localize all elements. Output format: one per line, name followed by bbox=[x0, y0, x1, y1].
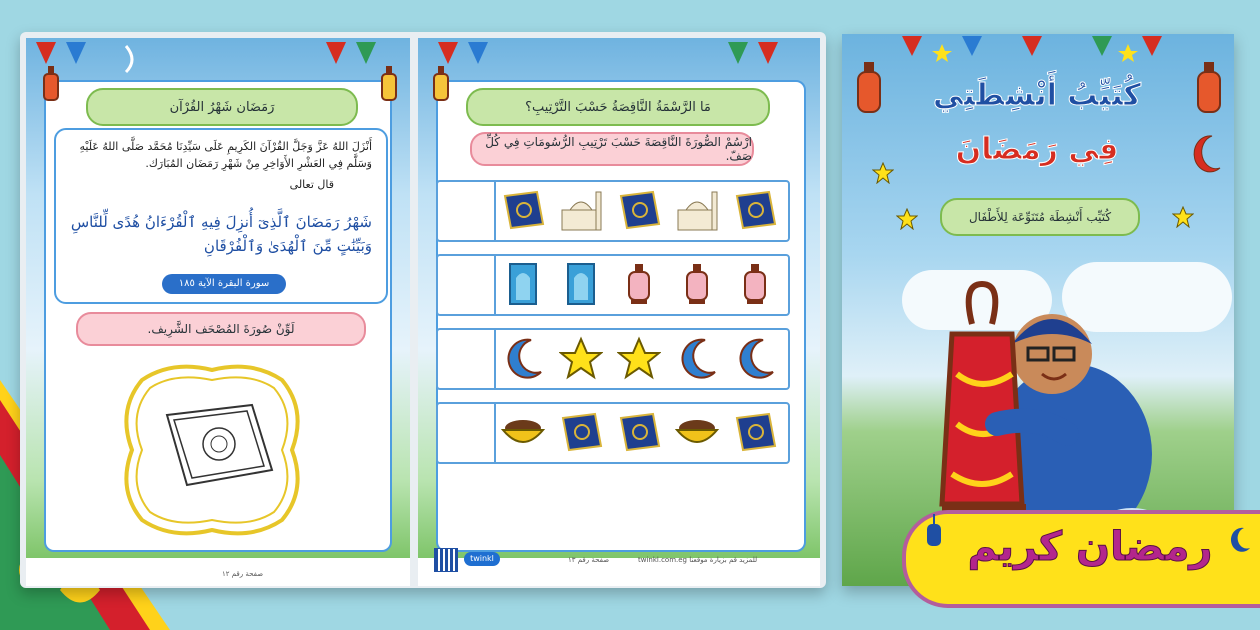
cover-title-line1: كُتَيِّبُ أَنْشِطَتِي bbox=[932, 78, 1142, 113]
lantern-icon bbox=[1192, 60, 1226, 120]
lantern-icon bbox=[430, 66, 452, 106]
sequence-row-3 bbox=[436, 328, 790, 390]
mushaf-coloring-image[interactable] bbox=[112, 360, 312, 540]
left-page-number: صفحة رقم ١٢ bbox=[222, 570, 264, 578]
sequence-row-4 bbox=[436, 402, 790, 464]
quran-icon bbox=[617, 190, 661, 230]
crescent-icon bbox=[675, 336, 719, 380]
left-instruction: لَوِّنْ صُورَةَ المُصْحَف الشَّرِيف. bbox=[76, 312, 366, 346]
missing-image-slot[interactable] bbox=[438, 404, 496, 462]
cover-title-line2: فِي رَمَضَانَ bbox=[955, 132, 1119, 167]
bunting-decoration bbox=[842, 34, 1234, 74]
star-icon bbox=[872, 162, 894, 184]
quran-icon bbox=[617, 412, 661, 452]
verse-reference: سورة البقرة الآية ١٨٥ bbox=[162, 274, 286, 294]
crescent-icon bbox=[733, 336, 777, 380]
quran-icon bbox=[501, 190, 545, 230]
prayer-mat-icon bbox=[566, 262, 596, 306]
dates-bowl-icon bbox=[499, 412, 547, 452]
right-page-number: صفحة رقم ١٣ bbox=[568, 556, 610, 564]
qr-code-icon bbox=[434, 548, 458, 572]
ramadan-kareem-text: رمضان كريم bbox=[967, 524, 1213, 570]
lantern-icon bbox=[681, 262, 713, 306]
mosque-icon bbox=[556, 188, 606, 232]
dates-bowl-icon bbox=[673, 412, 721, 452]
sequence-row-2 bbox=[436, 254, 790, 316]
right-page bbox=[418, 38, 820, 586]
right-instruction: ارْسُمْ الصُّورَةَ النَّاقِصَةَ حَسْبَ تَرْتِيبِ الرُّسُومَاتِ فِي كُلِّ صَفّ. bbox=[470, 132, 754, 166]
star-icon bbox=[1172, 206, 1194, 228]
crescent-icon bbox=[1192, 134, 1222, 174]
bunting-decoration bbox=[418, 38, 820, 74]
mosque-icon bbox=[672, 188, 722, 232]
prayer-mat-icon bbox=[508, 262, 538, 306]
left-page-title: رَمَضَان شَهْرُ القُرْآن bbox=[86, 88, 358, 126]
intro-paragraph: أَنْزَلَ اللهُ عَزَّ وَجَلَّ القُرْآنَ الكَرِيمِ عَلَى سَيِّدِنَا مُحَمَّد صَلَّى اللهُ عَلَيْهِ وَسَلَّم فِي العَشْرِ الأَوَاخِرِ مِنْ شَهْرِ رَمَضَان المُبَارَك. bbox=[79, 140, 372, 170]
qal-taala-label: قال تعالى bbox=[289, 178, 334, 191]
missing-image-slot[interactable] bbox=[438, 256, 496, 314]
lantern-icon bbox=[739, 262, 771, 306]
sequence-row-1 bbox=[436, 180, 790, 242]
bunting-decoration bbox=[26, 38, 410, 74]
quran-verse: شَهْرُ رَمَضَانَ ٱلَّذِىٓ أُنزِلَ فِيهِ ٱلْقُرْءَانُ هُدًى لِّلنَّاسِ وَبَيِّنَٰتٍ مِّنَ ٱلْهُدَىٰ وَٱلْفُرْقَانِ bbox=[70, 213, 372, 255]
quran-icon bbox=[733, 190, 777, 230]
lantern-icon bbox=[378, 66, 400, 106]
left-page bbox=[26, 38, 410, 586]
crescent-icon bbox=[501, 336, 545, 380]
right-footer-text: للمزيد قم بزيارة موقعنا twinkl.com.eg bbox=[638, 556, 758, 564]
star-icon bbox=[617, 336, 661, 380]
star-icon bbox=[896, 208, 918, 230]
missing-image-slot[interactable] bbox=[438, 182, 496, 240]
quran-icon bbox=[733, 412, 777, 452]
book-cover bbox=[842, 34, 1234, 586]
twinkl-logo: twinkl bbox=[464, 552, 500, 566]
lantern-icon bbox=[623, 262, 655, 306]
right-page-title: مَا الرَّسْمَةُ النَّاقِصَةُ حَسْبَ التَّرْتِيبِ؟ bbox=[466, 88, 770, 126]
cover-subtitle: كُتَيِّب أَنْشِطَة مُتَنَوِّعَة لِلأَطْفَال bbox=[940, 198, 1140, 236]
star-icon bbox=[559, 336, 603, 380]
quran-icon bbox=[559, 412, 603, 452]
missing-image-slot[interactable] bbox=[438, 330, 496, 388]
lantern-icon bbox=[40, 66, 62, 106]
lantern-icon bbox=[852, 60, 886, 120]
